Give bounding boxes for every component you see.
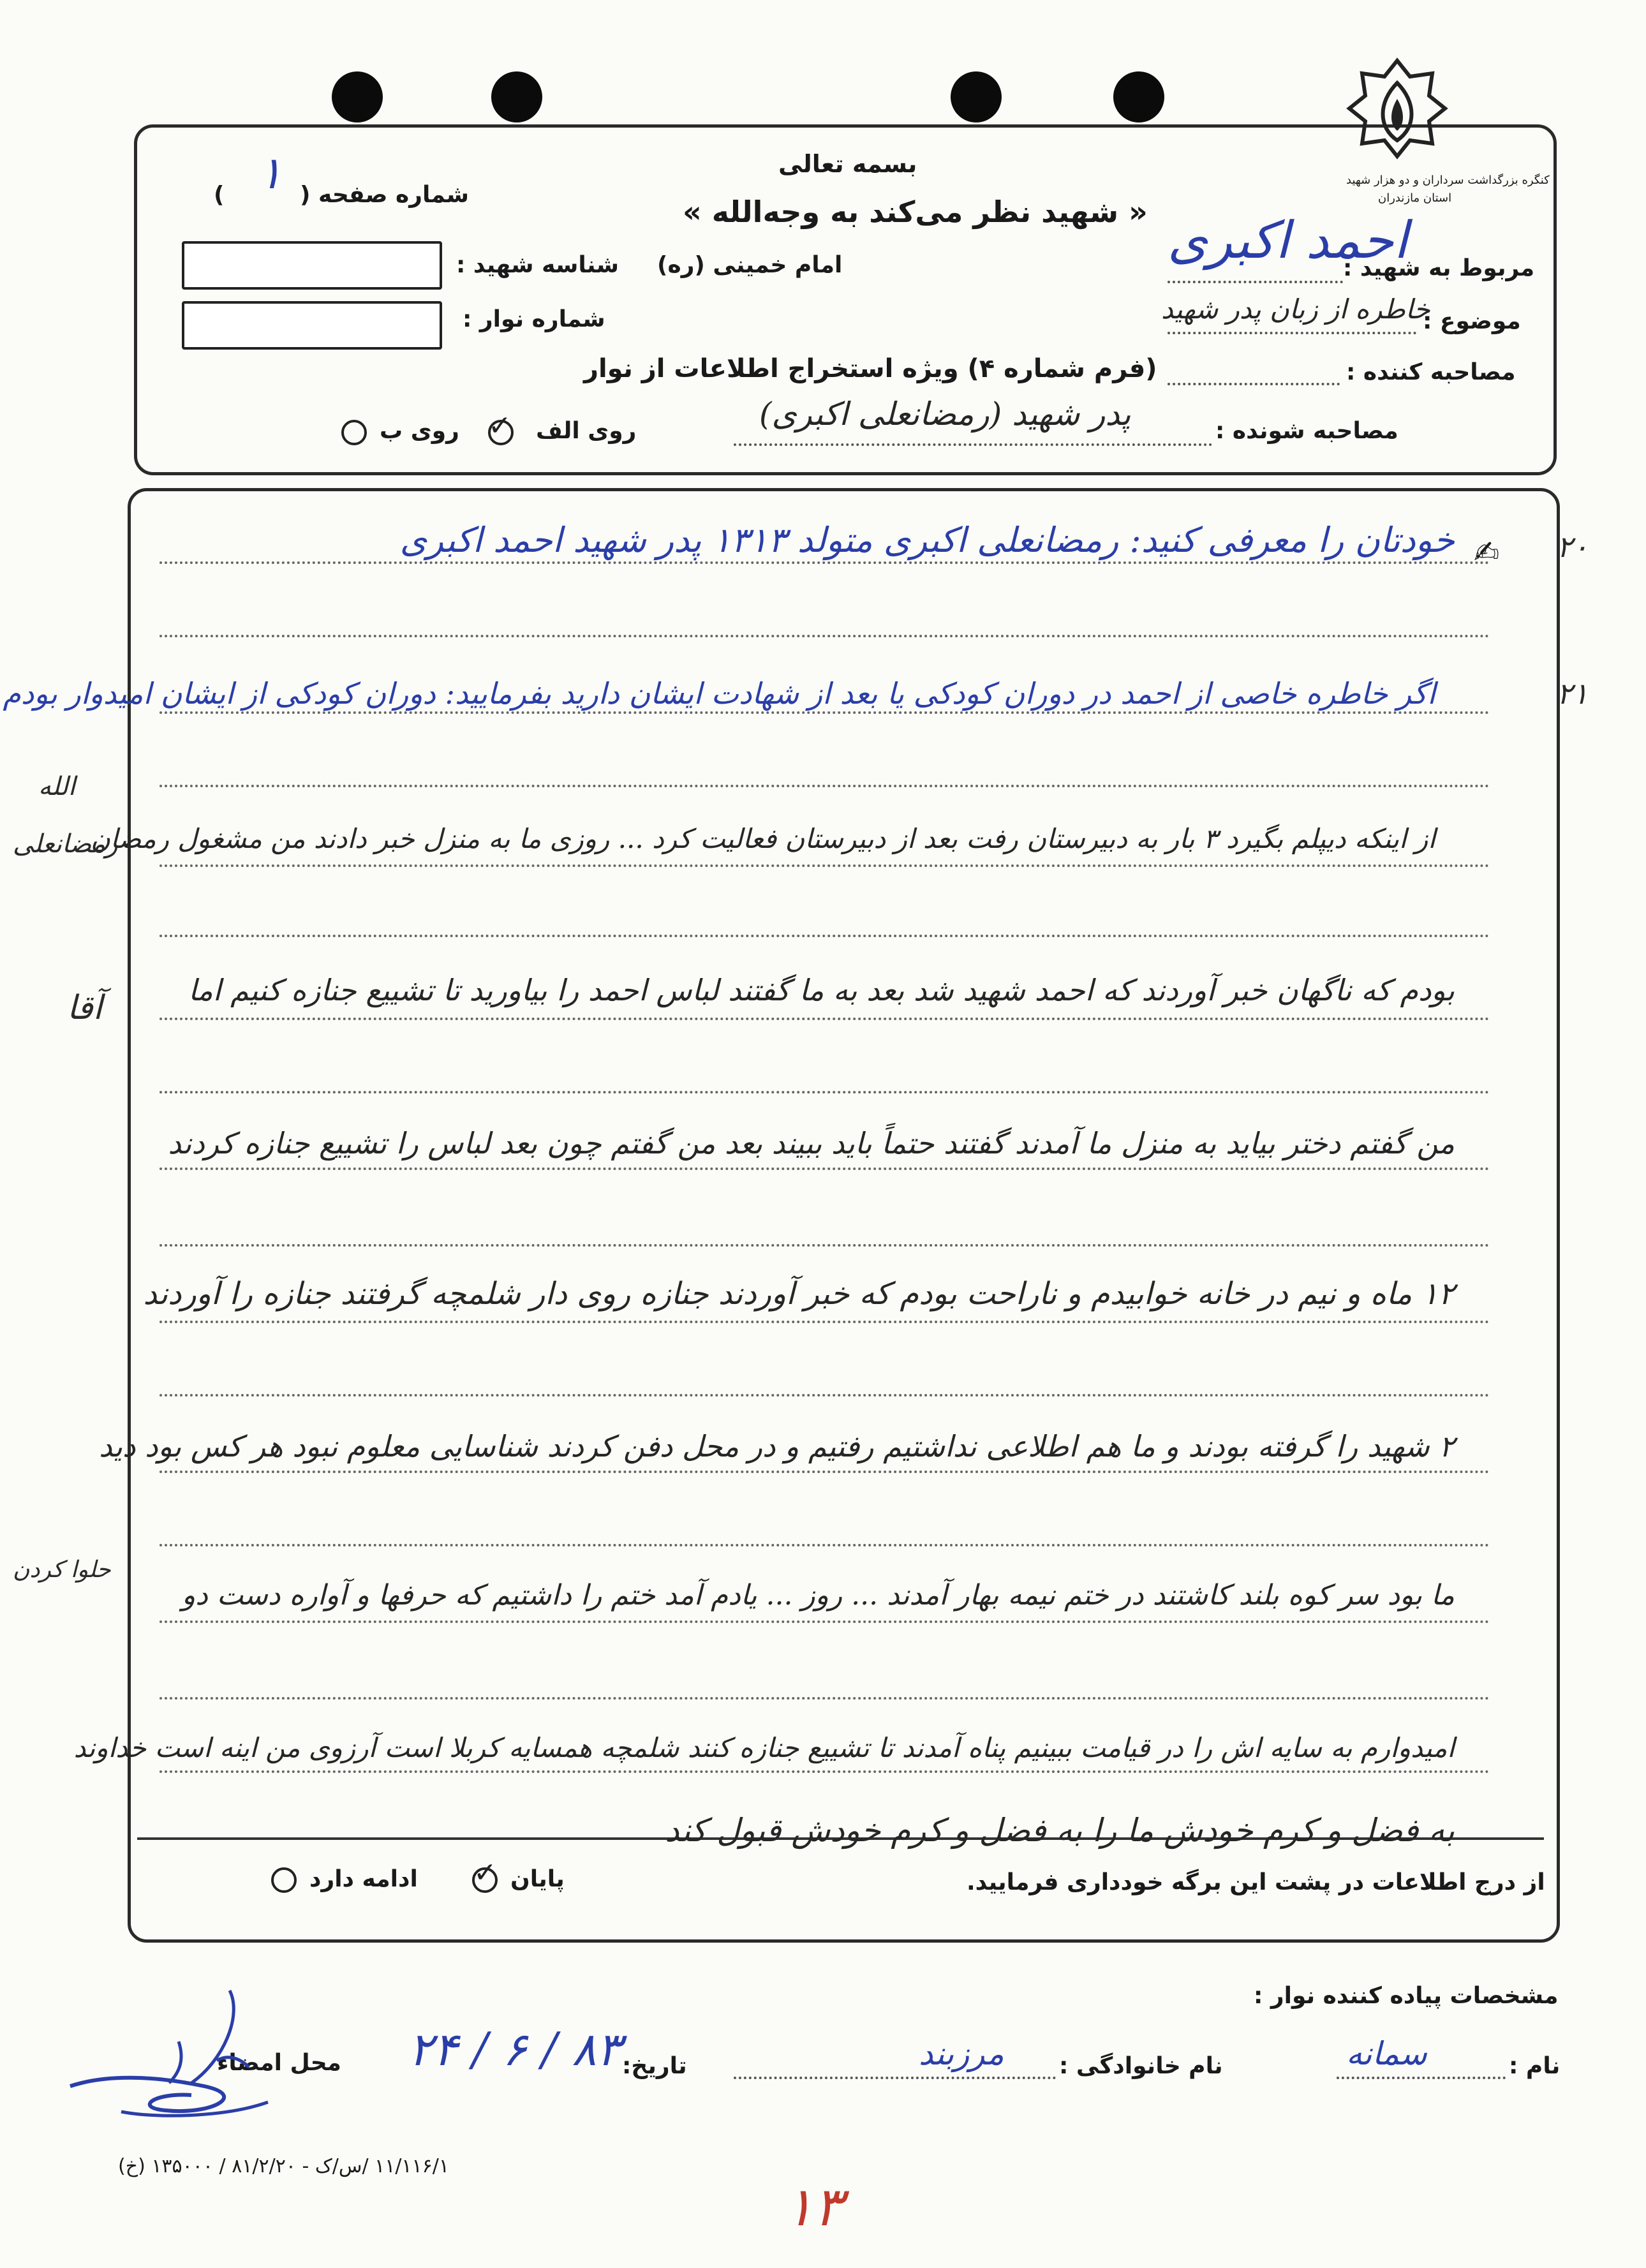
page-number-label: شماره صفحه (	[300, 182, 470, 208]
transcript-line-4: بودم که ناگهان خبر آوردند که احمد شهید شد بعد به ما گفتند لباس احمد را بیاورید تا تشییع جنازه کنیم اما	[188, 973, 1455, 1007]
ruled-line-11	[159, 1321, 1490, 1323]
ruled-line-3	[159, 711, 1490, 714]
interviewee-line	[734, 443, 1212, 446]
interviewee-value[interactable]: پدر شهید (رمضانعلی اکبری)	[759, 396, 1131, 433]
organization-logo-icon	[1346, 54, 1448, 182]
shahid-id-label: شناسه شهید :	[456, 252, 619, 278]
title-small: بسمه تعالی	[778, 150, 917, 178]
family-value[interactable]: مرزبند	[919, 2035, 1004, 2072]
org-line-2: استان مازندران	[1378, 191, 1452, 205]
ruled-line-9	[159, 1167, 1490, 1170]
end-label: پایان	[510, 1866, 565, 1892]
punch-hole-2	[491, 71, 542, 122]
tape-number-field[interactable]	[182, 301, 442, 350]
form-name: (فرم شماره ۴) ویژه استخراج اطلاعات از نوار	[584, 354, 1157, 383]
ruled-line-16	[159, 1697, 1490, 1700]
page-number-close: )	[214, 182, 225, 208]
ruled-line-6	[159, 935, 1490, 937]
ruled-line-17	[159, 1770, 1490, 1773]
margin-note-2: رمضانعلی	[13, 829, 118, 859]
ruled-line-1	[159, 561, 1490, 564]
family-label: نام خانوادگی :	[1059, 2053, 1223, 2079]
transcript-line-10: به فضل و کرم خودش ما را به فضل و کرم خودش قبول کند	[665, 1812, 1455, 1849]
margin-note-1: الله	[38, 772, 75, 801]
ruled-line-8	[159, 1091, 1490, 1093]
page-number-value[interactable]: ۱	[258, 147, 283, 199]
margin-note-4: حلوا کردن	[13, 1557, 111, 1583]
martyr-label: مربوط به شهید :	[1343, 255, 1535, 281]
margin-note-3: آقا	[67, 989, 103, 1027]
name-line	[1337, 2077, 1506, 2079]
transcriber-title: مشخصات پیاده کننده نوار :	[1254, 1983, 1559, 2009]
transcript-line-9: امیدوارم به سایه اش را در قیامت ببینیم پناه آمدند تا تشییع جنازه کنند شلمچه همسایه کربلا است آرزوی من اینه است خداوند	[73, 1732, 1455, 1763]
date-value[interactable]: ۸۳ / ۶ / ۲۴	[408, 2022, 621, 2076]
ruled-line-4	[159, 785, 1490, 787]
ruled-line-15	[159, 1620, 1490, 1623]
shahid-id-field[interactable]	[182, 241, 442, 290]
ruled-line-2	[159, 635, 1490, 637]
martyr-line	[1168, 281, 1343, 283]
transcript-line-2: اگر خاطره خاصی از احمد در دوران کودکی یا بعد از شهادت ایشان دارید بفرمایید: دوران کودکی از ایشان امیدوار بودم	[3, 676, 1435, 711]
subject-value[interactable]: خاطره از زبان پدر شهید	[1161, 293, 1430, 325]
line-number-20: ۲۰	[1557, 530, 1589, 564]
interviewer-line	[1168, 383, 1340, 385]
punch-hole-3	[951, 71, 1002, 122]
transcript-line-5: من گفتم دختر بیاید به منزل ما آمدند گفتند حتماً باید ببیند بعد من گفتم چون بعد لباس را تشییع جنازه کردند	[168, 1126, 1455, 1160]
ruled-line-7	[159, 1018, 1490, 1020]
pen-icon: ✍	[1474, 535, 1500, 570]
continues-radio[interactable]	[271, 1867, 297, 1893]
org-line-1: کنگره بزرگداشت سرداران و دو هزار شهید	[1346, 174, 1550, 187]
subject-line	[1168, 332, 1416, 334]
ruled-line-5	[159, 864, 1490, 867]
side-a-check-icon: ✓	[488, 410, 512, 442]
title-quote: « شهید نظر می‌کند به وجه‌الله »	[683, 195, 1148, 229]
end-check-icon: ✓	[473, 1857, 497, 1889]
name-value[interactable]: سمانه	[1346, 2035, 1427, 2072]
line-number-21: ۲۱	[1557, 676, 1589, 711]
family-line	[734, 2077, 1056, 2079]
transcript-line-7: ۲ شهید را گرفته بودند و ما هم اطلاعی نداشتیم رفتیم و در محل دفن کردند شناسایی معلوم نبود هر کس بود دید	[99, 1429, 1455, 1464]
name-label: نام :	[1509, 2053, 1561, 2079]
martyr-value[interactable]: احمد اکبری	[1168, 211, 1408, 270]
date-label: تاریخ:	[622, 2053, 687, 2079]
ruled-line-10	[159, 1244, 1490, 1247]
transcript-line-6: ۱۲ ماه و نیم در خانه خوابیدم و ناراحت بودم که خبر آوردند جنازه روی دار شلمچه گرفتند جنازه را آوردند	[143, 1276, 1455, 1312]
transcript-line-1: خودتان را معرفی کنید: رمضانعلی اکبری متولد ۱۳۱۳ پدر شهید احمد اکبری	[399, 520, 1455, 560]
transcript-line-3: از اینکه دیپلم بگیرد ۳ بار به دبیرستان رفت بعد از دبیرستان فعالیت کرد ... روزی ما به منزل خبر دادند من مشغول رمضان	[91, 823, 1435, 854]
interviewer-label: مصاحبه کننده :	[1346, 359, 1516, 385]
subject-label: موضوع :	[1423, 308, 1521, 334]
ruled-line-14	[159, 1544, 1490, 1546]
side-b-label: روی ب	[380, 418, 459, 444]
quote-author: امام خمینی (ره)	[657, 252, 843, 278]
ruled-line-13	[159, 1471, 1490, 1473]
ruled-line-12	[159, 1394, 1490, 1397]
signature-mark	[57, 1965, 300, 2144]
side-a-label: روی الف	[536, 418, 637, 444]
transcript-line-8: ما بود سر کوه بلند کاشتند در ختم نیمه بهار آمدند ... روز ... یادم آمد ختم را داشتیم که حرفها و آواره دست دو	[182, 1579, 1455, 1612]
side-b-radio[interactable]	[341, 420, 367, 445]
punch-hole-1	[332, 71, 383, 122]
continues-label: ادامه دارد	[309, 1866, 418, 1892]
interviewee-label: مصاحبه شونده :	[1215, 418, 1398, 444]
back-page-notice: از درج اطلاعات در پشت این برگه خودداری فرمایید.	[967, 1869, 1545, 1895]
handwritten-page-number: ۱۳	[785, 2175, 843, 2238]
tape-number-label: شماره نوار :	[463, 306, 605, 332]
form-code: ۱۱/۱۱۶/۱ /س/ک - ۸۱/۲/۲۰ / ۱۳۵۰۰۰ (خ)	[118, 2155, 449, 2177]
signature-label: محل امضاء	[217, 2050, 341, 2076]
punch-hole-4	[1113, 71, 1164, 122]
